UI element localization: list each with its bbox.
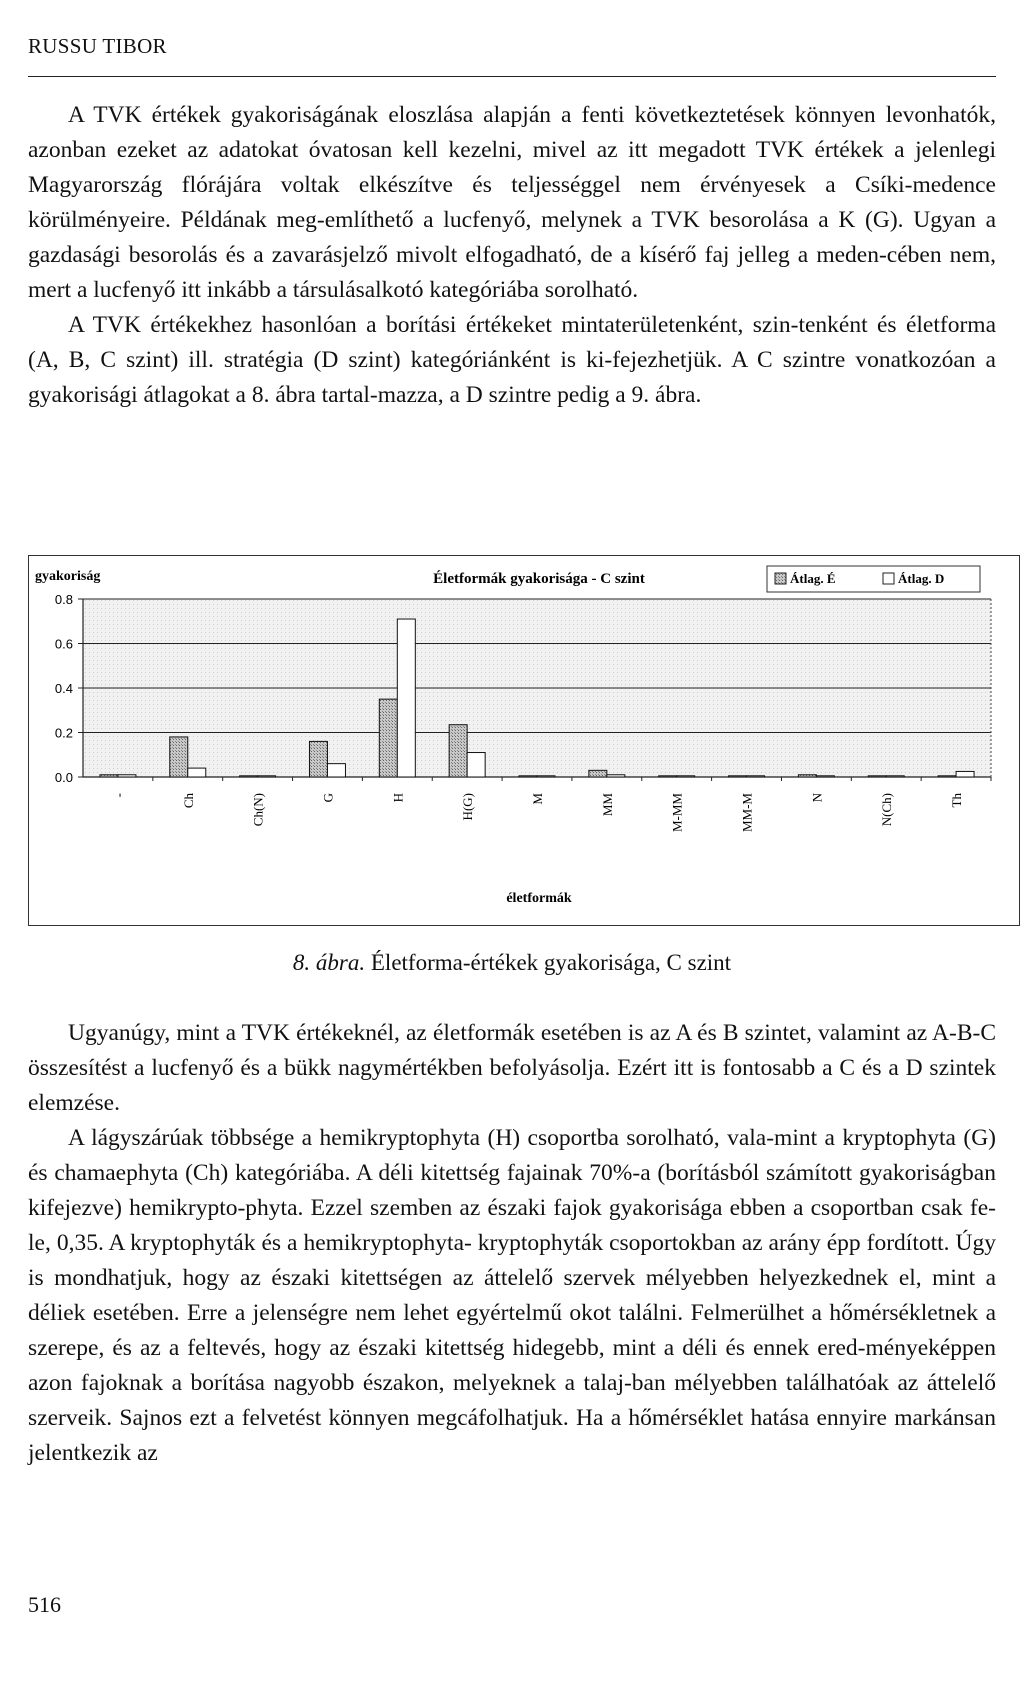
- x-tick-label: MM: [599, 793, 615, 817]
- x-tick-label: MM-M: [739, 793, 755, 833]
- y-tick-label: 0.2: [54, 725, 73, 741]
- bar-south: [188, 768, 206, 777]
- bar-north: [309, 741, 327, 777]
- bar-north: [170, 737, 188, 777]
- bar-chart-svg: [29, 556, 1019, 925]
- x-tick-label: M-MM: [669, 793, 685, 833]
- figure-caption: [0, 950, 1024, 976]
- x-tick-label: -: [110, 793, 126, 798]
- bar-north: [100, 775, 118, 777]
- bar-south: [677, 776, 695, 777]
- bar-north: [519, 776, 537, 777]
- x-tick-label: H: [390, 793, 406, 803]
- bar-south: [886, 776, 904, 777]
- bar-north: [449, 725, 467, 777]
- y-axis-label: gyakoriság: [35, 569, 101, 584]
- figure-8-chart: [28, 555, 1020, 926]
- bar-south: [467, 753, 485, 777]
- bar-north: [868, 776, 886, 777]
- header-rule: [28, 76, 996, 77]
- figure-caption-text: Életforma-értékek gyakorisága, C szint: [370, 950, 732, 975]
- x-tick-label: M: [530, 793, 545, 805]
- y-tick-label: 0.0: [54, 770, 73, 785]
- chart-title: Életformák gyakorisága - C szint: [433, 571, 645, 587]
- page-number: 516: [28, 1592, 61, 1617]
- bar-north: [379, 699, 397, 777]
- bar-south: [747, 776, 765, 777]
- figure-number: 8. ábra.: [292, 950, 366, 975]
- x-tick-label: Th: [949, 793, 965, 808]
- bar-south: [537, 776, 555, 777]
- legend-label-south: Átlag. D: [898, 571, 945, 586]
- x-tick-label: Ch: [180, 793, 196, 809]
- bar-north: [589, 770, 607, 777]
- bar-south: [816, 776, 834, 777]
- y-tick-label: 0.6: [54, 636, 73, 652]
- paragraph-tvk-distribution: A TVK értékek gyakoriságának eloszlása alapján a fenti következtetések könnyen levonhatók, azonban ezeket az adatokat óvatosan kell kezelni, mivel az itt megadott TVK értékek a jelenlegi Magyarország flórájára voltak elkészítve és teljességgel nem érvényesek a Csíki-medence körülményeire. Példának meg-említhető a lucfenyő, melynek a TVK besorolása a K (G). Ugyan a gazdasági besorolás és a zavarásjelző mivolt elfogadható, de a kísérő faj jelleg a meden-cében nem, mert a lucfenyő itt inkább a társulásalkotó kategóriába sorolható.: [28, 102, 996, 303]
- x-tick-label: N(Ch): [879, 793, 895, 827]
- x-tick-label: Ch(N): [250, 793, 266, 827]
- x-tick-label: G: [320, 793, 336, 803]
- bar-south: [397, 619, 415, 777]
- x-tick-label: N: [809, 793, 825, 803]
- bar-south: [956, 771, 974, 777]
- running-header: RUSSU TIBOR: [28, 34, 167, 58]
- legend: [767, 566, 980, 592]
- legend-swatch-south: [883, 573, 894, 584]
- paragraph-levels-influence: Ugyanúgy, mint a TVK értékeknél, az életformák esetében is az A és B szintet, valamint az A-B-C összesítést a lucfenyő és a bükk nagymértékben befolyásolja. Ezért itt is fontosabb a C és a D szintek elemzése.: [28, 1020, 996, 1116]
- plot-area: [55, 592, 991, 832]
- y-tick-label: 0.4: [54, 681, 73, 696]
- text-block-intro: [28, 98, 996, 413]
- bar-north: [938, 776, 956, 777]
- bar-south: [258, 776, 276, 777]
- text-block-discussion: [28, 1016, 996, 1471]
- bar-south: [607, 775, 625, 777]
- x-tick-label: H(G): [460, 793, 476, 821]
- bar-south: [327, 764, 345, 777]
- paragraph-coverage-values: A TVK értékekhez hasonlóan a borítási értékeket mintaterületenként, szin-tenként és életforma (A, B, C szint) ill. stratégia (D szint) kategóriánként is ki-fejezhetjük. A C szintre vonatkozóan a gyakorisági átlagokat a 8. ábra tartal-mazza, a D szintre pedig a 9. ábra.: [28, 312, 996, 408]
- bar-north: [659, 776, 677, 777]
- legend-swatch-north: [775, 573, 786, 584]
- paragraph-hemikryptophyta: A lágyszárúak többsége a hemikryptophyta (H) csoportba sorolható, vala-mint a kryptophyta (G) és chamaephyta (Ch) kategóriába. A déli kitettség fajainak 70%-a (borításból számított gyakoriságban kifejezve) hemikrypto-phyta. Ezzel szemben az északi fajok gyakorisága ebben a csoportban csak fe-le, 0,35. A kryptophyták és a hemikryptophyta- kryptophyták csoportokban az arány épp fordított. Úgy is mondhatjuk, hogy az északi kitettségen az áttelelő szervek mélyebben helyezkednek el, mint a déliek esetében. Erre a jelenségre nem lehet egyértelmű okot találni. Felmerülhet a hőmérsékletnek a szerepe, és az a feltevés, hogy az északi kitettség hidegebb, mint a déli és ennek ered-ményeképpen azon fajoknak a borítása nagyobb északon, melyeknek a talaj-ban mélyebben találhatóak az áttelelő szerveik. Sajnos ezt a felvetést könnyen megcáfolhatjuk. Ha a hőmérséklet hatása ennyire markánsan jelentkezik az: [28, 1125, 996, 1466]
- bar-north: [240, 776, 258, 777]
- legend-label-north: Átlag. É: [790, 571, 836, 586]
- bar-north: [798, 775, 816, 777]
- x-axis-label: életformák: [506, 891, 572, 906]
- bar-north: [729, 776, 747, 777]
- y-tick-label: 0.8: [54, 592, 73, 607]
- bar-south: [118, 775, 136, 777]
